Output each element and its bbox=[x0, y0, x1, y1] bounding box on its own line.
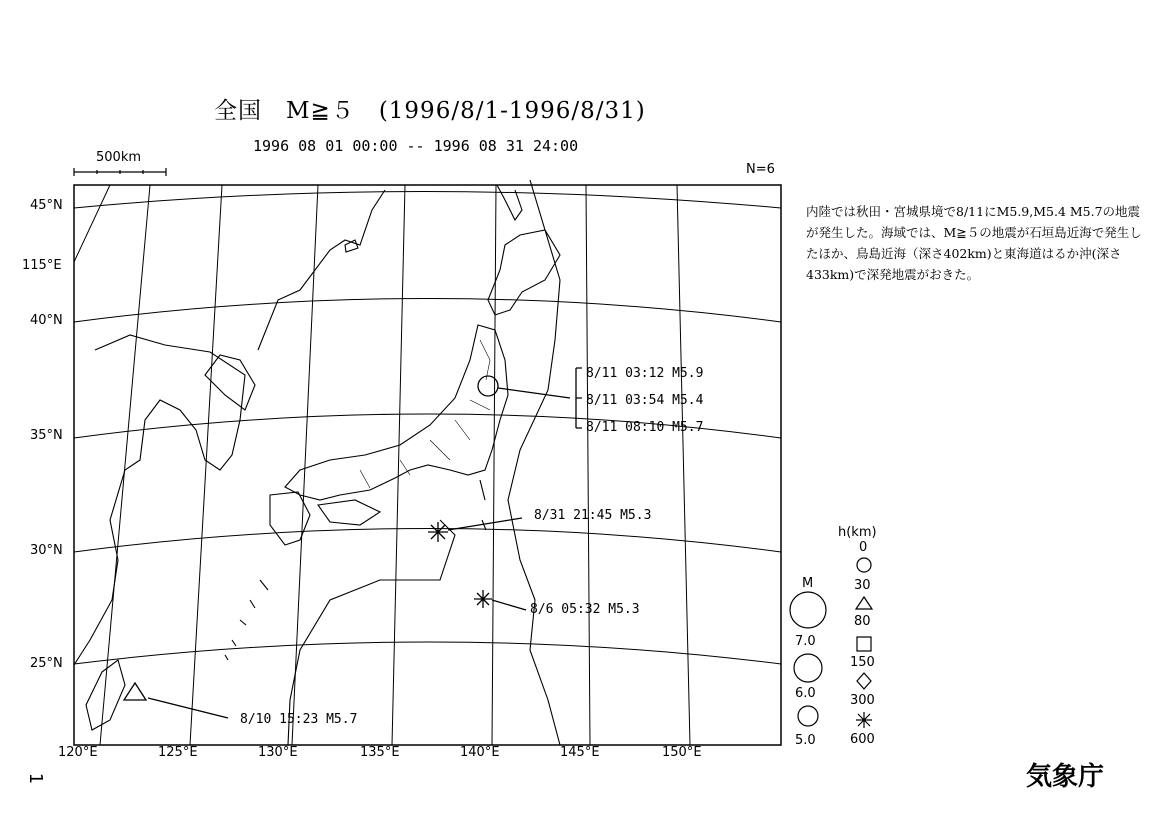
lon-label-140: 140°E bbox=[460, 745, 500, 760]
lon-label-115: 115°E bbox=[22, 258, 62, 273]
lon-label-120: 120°E bbox=[58, 745, 98, 760]
event-count: N=6 bbox=[746, 162, 775, 177]
legend-depth-150: 150 bbox=[850, 655, 875, 670]
lon-label-135: 135°E bbox=[360, 745, 400, 760]
leader-ishigaki bbox=[148, 698, 228, 718]
legend-mag-7-label: 7.0 bbox=[795, 634, 816, 649]
legend-mag-5 bbox=[798, 706, 818, 726]
legend-depth-300-icon bbox=[856, 712, 872, 728]
lon-label-145: 145°E bbox=[560, 745, 600, 760]
legend-depth-80: 80 bbox=[854, 614, 871, 629]
coastlines bbox=[74, 180, 560, 745]
description-text: 内陸では秋田・宮城県境で8/11にM5.9,M5.4 M5.7の地震が発生した。海域では、M≧５の地震が石垣島近海で発生したほか、鳥島近海（深さ402km)と東海道はるか沖(深さ433km)で深発地震がおきた。 bbox=[806, 204, 1142, 282]
legend-mag-5-label: 5.0 bbox=[795, 733, 816, 748]
legend-mag-7 bbox=[790, 592, 826, 628]
quake-label-akita-1: 8/11 03:12 M5.9 bbox=[586, 366, 704, 381]
legend-mag-6 bbox=[794, 654, 822, 682]
longitude-lines bbox=[74, 185, 690, 745]
lat-label-40: 40°N bbox=[30, 313, 63, 328]
lon-label-130: 130°E bbox=[258, 745, 298, 760]
legend-depth-30: 30 bbox=[854, 578, 871, 593]
quake-markers bbox=[124, 368, 582, 718]
quake-label-torishima: 8/6 05:32 M5.3 bbox=[530, 602, 640, 617]
legend-depth-30-icon bbox=[856, 597, 872, 609]
lat-label-25: 25°N bbox=[30, 656, 63, 671]
leader-torishima bbox=[492, 600, 526, 610]
legend-depth-80-icon bbox=[857, 637, 871, 651]
quake-label-ishigaki: 8/10 15:23 M5.7 bbox=[240, 712, 358, 727]
legend-depth-600: 600 bbox=[850, 732, 875, 747]
period-range: 1996 08 01 00:00 -- 1996 08 31 24:00 bbox=[253, 137, 579, 155]
page-number: 1 bbox=[25, 772, 47, 785]
lat-label-30: 30°N bbox=[30, 543, 63, 558]
legend-magnitude-title: M bbox=[802, 576, 814, 591]
lat-label-35: 35°N bbox=[30, 428, 63, 443]
lon-label-125: 125°E bbox=[158, 745, 198, 760]
legend-depth-150-icon bbox=[857, 673, 871, 689]
lon-label-150: 150°E bbox=[662, 745, 702, 760]
quake-asterisk-torishima bbox=[474, 590, 492, 608]
quake-triangle-ishigaki bbox=[124, 683, 146, 700]
legend-depth-title: h(km) bbox=[838, 525, 877, 540]
scale-bar bbox=[74, 168, 166, 176]
legend-mag-6-label: 6.0 bbox=[795, 686, 816, 701]
page-title: 全国 M≧５ (1996/8/1-1996/8/31) bbox=[214, 98, 646, 124]
leader-akita bbox=[498, 368, 582, 428]
lat-label-45: 45°N bbox=[30, 198, 63, 213]
legend-depth-0-icon bbox=[857, 558, 871, 572]
legend-depth-0: 0 bbox=[859, 540, 868, 555]
legend-depth-300: 300 bbox=[850, 693, 875, 708]
scale-label: 500km bbox=[96, 150, 142, 165]
quake-label-akita-3: 8/11 08:10 M5.7 bbox=[586, 420, 704, 435]
agency-name: 気象庁 bbox=[1026, 762, 1105, 792]
quake-label-akita-2: 8/11 03:54 M5.4 bbox=[586, 393, 704, 408]
quake-asterisk-tokai bbox=[428, 522, 448, 542]
quake-label-tokai: 8/31 21:45 M5.3 bbox=[534, 508, 652, 523]
